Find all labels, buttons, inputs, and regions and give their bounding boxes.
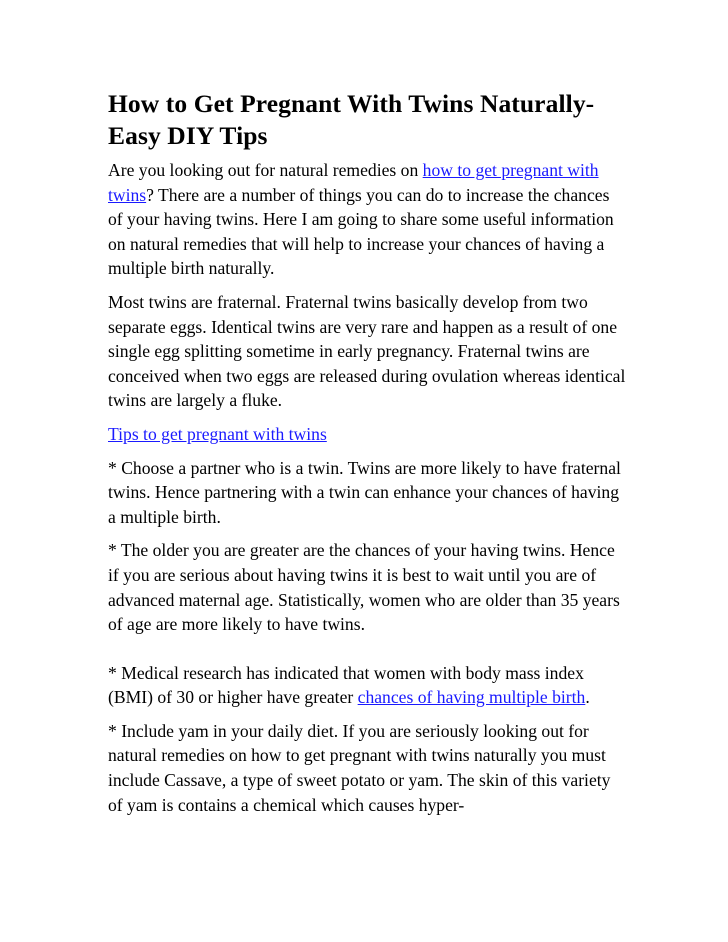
tip-bmi-text-after: .	[585, 687, 590, 708]
intro-text-after: ? There are a number of things you can do to increase the chances of your having twins. Here I am going to share some useful information on natural remedies that will help to increase your chances of having a multiple birth naturally.	[108, 184, 614, 279]
how-to-get-pregnant-link[interactable]: how to get pregnant with twins	[108, 160, 599, 205]
tip-age-paragraph: * The older you are greater are the chances of your having twins. Hence if you are serious about having twins it is best to wait until you are of advanced maternal age. Statistically, women who are older than 35 years of age are more likely to have twins.	[108, 540, 620, 635]
tip-partner-paragraph: * Choose a partner who is a twin. Twins are more likely to have fraternal twins. Hence partnering with a twin can enhance your chances of having a multiple birth.	[108, 457, 621, 527]
tips-link-paragraph	[108, 422, 628, 447]
article-title: How to Get Pregnant With Twins Naturally- Easy DIY Tips	[108, 89, 595, 150]
tip-bmi-paragraph	[108, 661, 628, 710]
fraternal-paragraph: Most twins are fraternal. Fraternal twins basically develop from two separate eggs. Identical twins are very rare and happen as a result of one single egg splitting sometime in early pregnancy. Fraternal twins are conceived when two eggs are released during ovulation whereas identical twins are largely a fluke.	[108, 291, 626, 411]
tip-bmi-text-before: * Medical research has indicated that women with body mass index (BMI) of 30 or higher have greater	[108, 662, 584, 708]
intro-text-before: Are you looking out for natural remedies on	[108, 160, 423, 180]
tip-yam-paragraph: * Include yam in your daily diet. If you are seriously looking out for natural remedies on how to get pregnant with twins naturally you must include Cassave, a type of sweet potato or yam. The skin of this variety of yam is contains a chemical which causes hyper-	[108, 720, 611, 815]
chances-multiple-birth-link[interactable]: chances of having multiple birth	[357, 687, 586, 708]
document-page	[108, 88, 628, 826]
tips-link[interactable]: Tips to get pregnant with twins	[108, 423, 327, 444]
intro-paragraph	[108, 158, 628, 281]
